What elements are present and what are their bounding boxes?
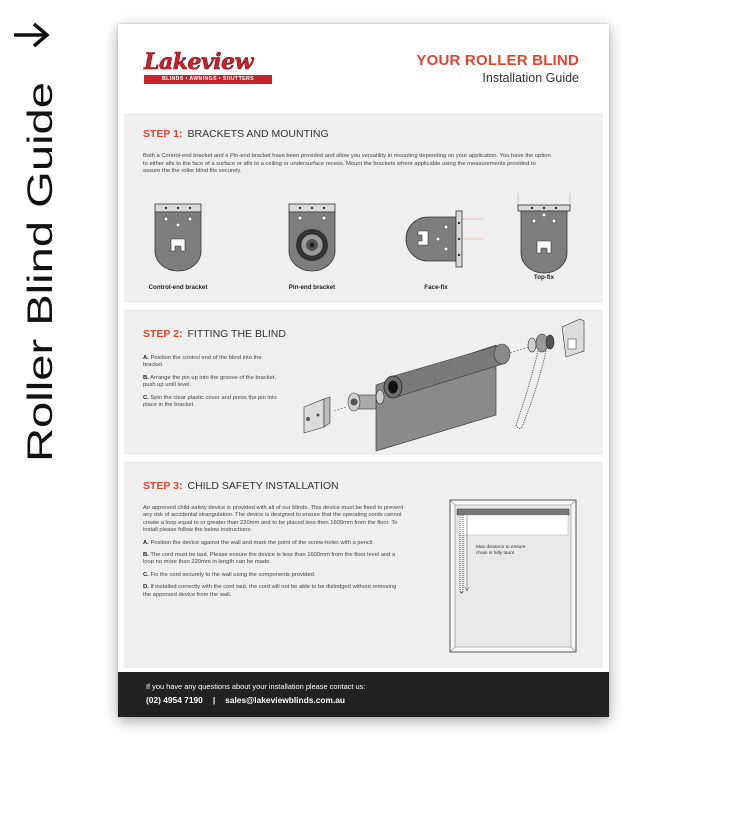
pin-end-bracket [272, 203, 352, 291]
pin-end-bracket-icon [272, 203, 352, 275]
logo-word: Lakeview [144, 49, 254, 75]
page-subtitle: Installation Guide [482, 71, 579, 85]
control-end-bracket [138, 203, 218, 291]
step3-heading: STEP 3: CHILD SAFETY INSTALLATION [143, 480, 339, 492]
step3-item: B. The cord must be taut. Please ensure the device is less than 1600mm from the floor level and a loop no more than 220mm in length can be made. [143, 552, 396, 566]
footer-email[interactable]: sales@lakeviewblinds.com.au [225, 695, 346, 705]
step3-panel [124, 461, 603, 668]
caption-top-fix: Top-fix [533, 274, 555, 281]
step2-heading: STEP 2: FITTING THE BLIND [143, 328, 286, 340]
window-diagram [449, 499, 577, 653]
blind-fitting-illustration [294, 315, 594, 451]
step1-panel [124, 113, 603, 303]
step2-instructions [143, 355, 283, 414]
top-fix-icon [504, 193, 584, 275]
side-title [6, 20, 60, 465]
face-fix-bracket [396, 203, 476, 291]
step3-item: C. Fix the cord securely to the wall using the components provided. [143, 571, 316, 578]
logo-tagline: BLINDS • AWNINGS • SHUTTERS [144, 75, 272, 84]
footer-contact [146, 695, 355, 705]
step1-heading: STEP 1: BRACKETS AND MOUNTING [143, 128, 329, 140]
step1-body: Both a Control-end bracket and a Pin-end bracket have been provided and allow you versatility in mounting depending on your application. You have the option to either afix to the face of a surface or afix to a ceiling or undersurface recess. Mount the brackets where applicable using the measurements provided to assure the the roller blind fits securely. [143, 153, 551, 175]
page-title: YOUR ROLLER BLIND [416, 52, 579, 69]
caption-face-fix: Face-fix [424, 284, 448, 291]
caption-pin-end: Pin-end bracket [288, 284, 336, 291]
diagram-note: Max distance to ensure chain is fully taunt [476, 545, 526, 556]
lakeview-logo [144, 51, 274, 83]
control-end-bracket-icon [138, 203, 218, 275]
step3-instructions [143, 505, 405, 604]
step2-panel [124, 309, 603, 455]
step2-item: B. Arrange the pin up into the groove of the bracket, push up until level. [143, 374, 277, 389]
top-fix-bracket [504, 193, 584, 281]
step3-item: D. If installed correctly with the cord taut, the cord will not be able to be dislodged without removing the approved device from the wall. [143, 584, 397, 598]
guide-sheet [118, 24, 609, 717]
contact-footer [118, 672, 609, 717]
page-header [416, 52, 579, 85]
step2-item: A. Position the control end of the blind into the bracket. [143, 355, 262, 369]
footer-separator: | [212, 695, 216, 705]
step2-item: C. Spin the clear plastic cover and press the pin into place in the bracket. [143, 394, 277, 409]
footer-question: If you have any questions about your installation please contact us: [146, 682, 366, 691]
step3-intro: An approved child-safety device is provided with all of our blinds. This device must be fixed to prevent any risk of accidental strangulation. The device is designed to ensure that the operating cords cannot create a loop equal to or greater than 220mm and to be placed less then 1600mm from the floor. To install please follow the below instructions: [143, 505, 404, 534]
side-title-text: Roller Blind Guide [21, 179, 60, 462]
step3-item: A. Position the device against the wall and mark the point of the screw-holes with a pencil. [143, 539, 375, 546]
caption-control-end: Control-end bracket [148, 284, 208, 291]
face-fix-icon [396, 203, 486, 275]
footer-phone[interactable]: (02) 4954 7190 [146, 695, 203, 705]
